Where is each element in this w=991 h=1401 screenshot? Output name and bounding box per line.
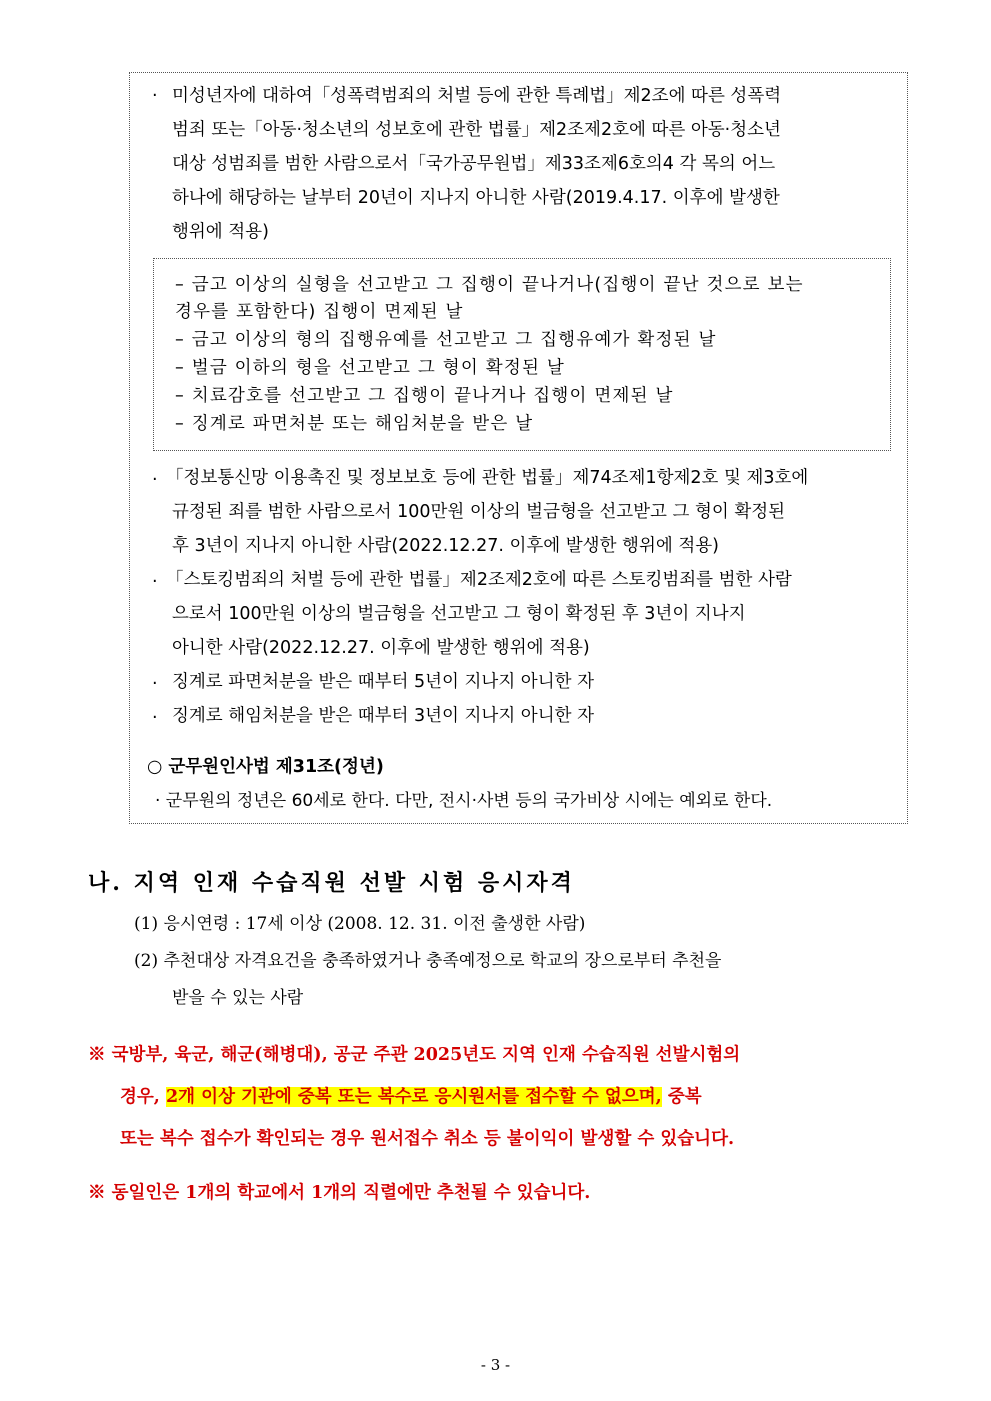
list-item: – 벌금 이하의 형을 선고받고 그 형이 확정된 날: [175, 358, 565, 378]
law-text: · 군무원의 정년은 60세로 한다. 다만, 전시·사변 등의 국가비상 시에는 예외로 한다.: [155, 791, 773, 811]
list-item: – 금고 이상의 실형을 선고받고 그 집행이 끝나거나(집행이 끝난 것으로 보는: [175, 275, 804, 295]
text-line: 대상 성범죄를 범한 사람으로서「국가공무원법」제33조제6호의4 각 목의 어느: [172, 154, 776, 174]
text-line: 「정보통신망 이용촉진 및 정보보호 등에 관한 법률」제74조제1항제2호 및 제3호에: [166, 468, 809, 488]
notice-duplicate-line3: 또는 복수 접수가 확인되는 경우 원서접수 취소 등 불이익이 발생할 수 있습니다.: [120, 1129, 735, 1149]
section-title: 나. 지역 인재 수습직원 선발 시험 응시자격: [88, 870, 575, 896]
bullet: ·: [152, 674, 158, 694]
text-line: 규정된 죄를 범한 사람으로서 100만원 이상의 벌금형을 선고받고 그 형이 확정된: [172, 502, 786, 522]
text-line: 으로서 100만원 이상의 벌금형을 선고받고 그 형이 확정된 후 3년이 지나지: [172, 604, 746, 624]
text-line: 아니한 사람(2022.12.27. 이후에 발생한 행위에 적용): [172, 638, 590, 658]
bullet: ·: [152, 86, 158, 106]
bullet: ·: [152, 572, 158, 592]
recommendation-requirement: (2) 추천대상 자격요건을 충족하였거나 충족예정으로 학교의 장으로부터 추천을: [134, 951, 722, 971]
list-item: – 금고 이상의 형의 집행유예를 선고받고 그 집행유예가 확정된 날: [175, 330, 717, 350]
text-line: 범죄 또는「아동·청소년의 성보호에 관한 법률」제2조제2호에 따른 아동·청소년: [172, 120, 781, 140]
text-line: 징계로 해임처분을 받은 때부터 3년이 지나지 아니한 자: [172, 706, 594, 726]
text-line: 징계로 파면처분을 받은 때부터 5년이 지나지 아니한 자: [172, 672, 594, 692]
text-line: 미성년자에 대하여「성폭력범죄의 처벌 등에 관한 특례법」제2조에 따른 성폭력: [172, 86, 782, 106]
list-item: 경우를 포함한다) 집행이 면제된 날: [175, 302, 464, 322]
text-line: 후 3년이 지나지 아니한 사람(2022.12.27. 이후에 발생한 행위에 적용): [172, 536, 719, 556]
recommendation-requirement-cont: 받을 수 있는 사람: [172, 988, 304, 1008]
notice-duplicate-line2: [120, 1076, 702, 1119]
bullet: ·: [152, 708, 158, 728]
highlighted-warning: 2개 이상 기관에 중복 또는 복수로 응시원서를 접수할 수 없으며,: [166, 1087, 662, 1107]
list-item: – 치료감호를 선고받고 그 집행이 끝나거나 집행이 면제된 날: [175, 386, 674, 406]
notice-duplicate-line1: ※ 국방부, 육군, 해군(해병대), 공군 주관 2025년도 지역 인재 수습직원 선발시험의: [88, 1045, 741, 1065]
notice-text: 경우,: [120, 1087, 166, 1107]
text-line: 하나에 해당하는 날부터 20년이 지나지 아니한 사람(2019.4.17. 이후에 발생한: [172, 188, 780, 208]
law-heading: ○ 군무원인사법 제31조(정년): [147, 757, 384, 777]
age-requirement: (1) 응시연령 : 17세 이상 (2008. 12. 31. 이전 출생한 사람): [134, 914, 586, 934]
text-line: 행위에 적용): [172, 222, 269, 242]
page-number: - 3 -: [480, 1356, 511, 1374]
notice-one-recommendation: ※ 동일인은 1개의 학교에서 1개의 직렬에만 추천될 수 있습니다.: [88, 1183, 591, 1203]
bullet: ·: [152, 470, 158, 490]
list-item: – 징계로 파면처분 또는 해임처분을 받은 날: [175, 414, 534, 434]
notice-text: 중복: [661, 1087, 702, 1107]
text-line: 「스토킹범죄의 처벌 등에 관한 법률」제2조제2호에 따른 스토킹범죄를 범한 사람: [166, 570, 792, 590]
